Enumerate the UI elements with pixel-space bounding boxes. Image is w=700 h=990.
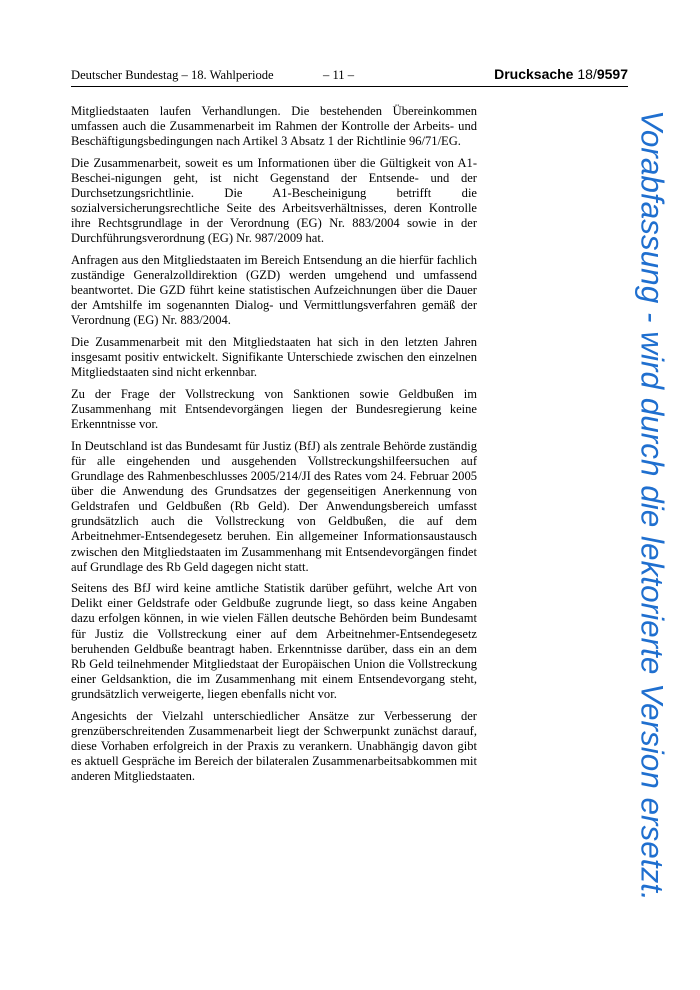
page-header xyxy=(71,66,628,87)
header-periodical: Deutscher Bundestag – 18. Wahlperiode xyxy=(71,68,274,82)
paragraph: Anfragen aus den Mitgliedstaaten im Bereich Entsendung an die hierfür fachlich zuständige Generalzolldirektion (GZD) werden umgehend und umfassend beantwortet. Die GZD führt keine statistischen Aufzeichnungen über die Dauer der Amtshilfe im sogenannten Dialog- und Vermittlungsverfahren gemäß der Verordnung (EG) Nr. 883/2004. xyxy=(71,253,477,328)
header-page-number: – 11 – xyxy=(323,68,355,82)
header-document-number: 9597 xyxy=(596,66,628,82)
header-document-id xyxy=(494,66,628,82)
body-text xyxy=(71,104,477,791)
header-document-number-prefix: 18/ xyxy=(577,66,597,82)
preliminary-version-watermark xyxy=(630,110,674,910)
paragraph: Seitens des BfJ wird keine amtliche Statistik darüber geführt, welche Art von Delikt einer Geldstrafe oder Geldbuße zugrunde liegt, so dass keine Angaben dazu erfolgen können, in wie vielen Fällen deutsche Behörden beim Bundesamt für Justiz die Vollstreckung einer auf dem Arbeitnehmer-Entsendegesetz beruhenden Geldbuße beantragt haben. Erkenntnisse darüber, dass ein an dem Rb Geld teilnehmender Mitgliedstaat der Europäischen Union die Vollstreckung einer Geldsanktion, die im Zusammenhang mit einem Entsendevorgang steht, grundsätzlich verweigerte, liegen ebenfalls nicht vor. xyxy=(71,581,477,701)
paragraph: In Deutschland ist das Bundesamt für Justiz (BfJ) als zentrale Behörde zuständig für alle eingehenden und ausgehenden Vollstreckungshilfeersuchen auf Grundlage des Rahmenbeschlusses 2005/214/JI des Rates vom 24. Februar 2005 über die Anwendung des Grundsatzes der gegenseitigen Anerkennung von Geldstrafen und Geldbußen (Rb Geld). Der Anwendungsbereich umfasst grundsätzlich auch die Vollstreckung von Geldbußen, die auf dem Arbeitnehmer-Entsendegesetz beruhen. Ein allgemeiner Informationsaustausch zwischen den Mitgliedstaaten im Zusammenhang mit Entsendevorgängen findet auf Grundlage des Rb Geld dagegen nicht statt. xyxy=(71,438,477,574)
paragraph: Die Zusammenarbeit, soweit es um Informationen über die Gültigkeit von A1-Beschei-nigungen geht, ist nicht Gegenstand der Entsende- und der Durchsetzungsrichtlinie. Die A1-Bescheinigung betrifft die sozialversicherungsrechtliche Seite des Arbeitsverhältnisses, deren Kontrolle ihre Rechtsgrundlage in der Verordnung (EG) Nr. 883/2004 sowie in der Durchführungsverordnung (EG) Nr. 987/2009 hat. xyxy=(71,155,477,246)
watermark-text: Vorabfassung - wird durch die lektorierte Version ersetzt. xyxy=(634,110,671,901)
header-document-label: Drucksache xyxy=(494,66,574,82)
paragraph: Angesichts der Vielzahl unterschiedlicher Ansätze zur Verbesserung der grenzüberschreitenden Zusammenarbeit liegt der Schwerpunkt zunächst darauf, diese Vorhaben erfolgreich in der Praxis zu verankern. Unabhängig davon gibt es aktuell Gespräche im Bereich der bilateralen Zusammenarbeitsabkommen mit anderen Mitgliedstaaten. xyxy=(71,708,477,783)
paragraph: Zu der Frage der Vollstreckung von Sanktionen sowie Geldbußen im Zusammenhang mit Entsendevorgängen liegen der Bundesregierung keine Erkenntnisse vor. xyxy=(71,386,477,432)
paragraph: Die Zusammenarbeit mit den Mitgliedstaaten hat sich in den letzten Jahren insgesamt positiv entwickelt. Signifikante Unterschiede zwischen den einzelnen Mitgliedstaaten sind nicht erkennbar. xyxy=(71,335,477,380)
paragraph: Mitgliedstaaten laufen Verhandlungen. Die bestehenden Übereinkommen umfassen auch die Zusammenarbeit im Rahmen der Kontrolle der Arbeits- und Beschäftigungsbedingungen nach Artikel 3 Absatz 1 der Richtlinie 96/71/EG. xyxy=(71,104,477,149)
